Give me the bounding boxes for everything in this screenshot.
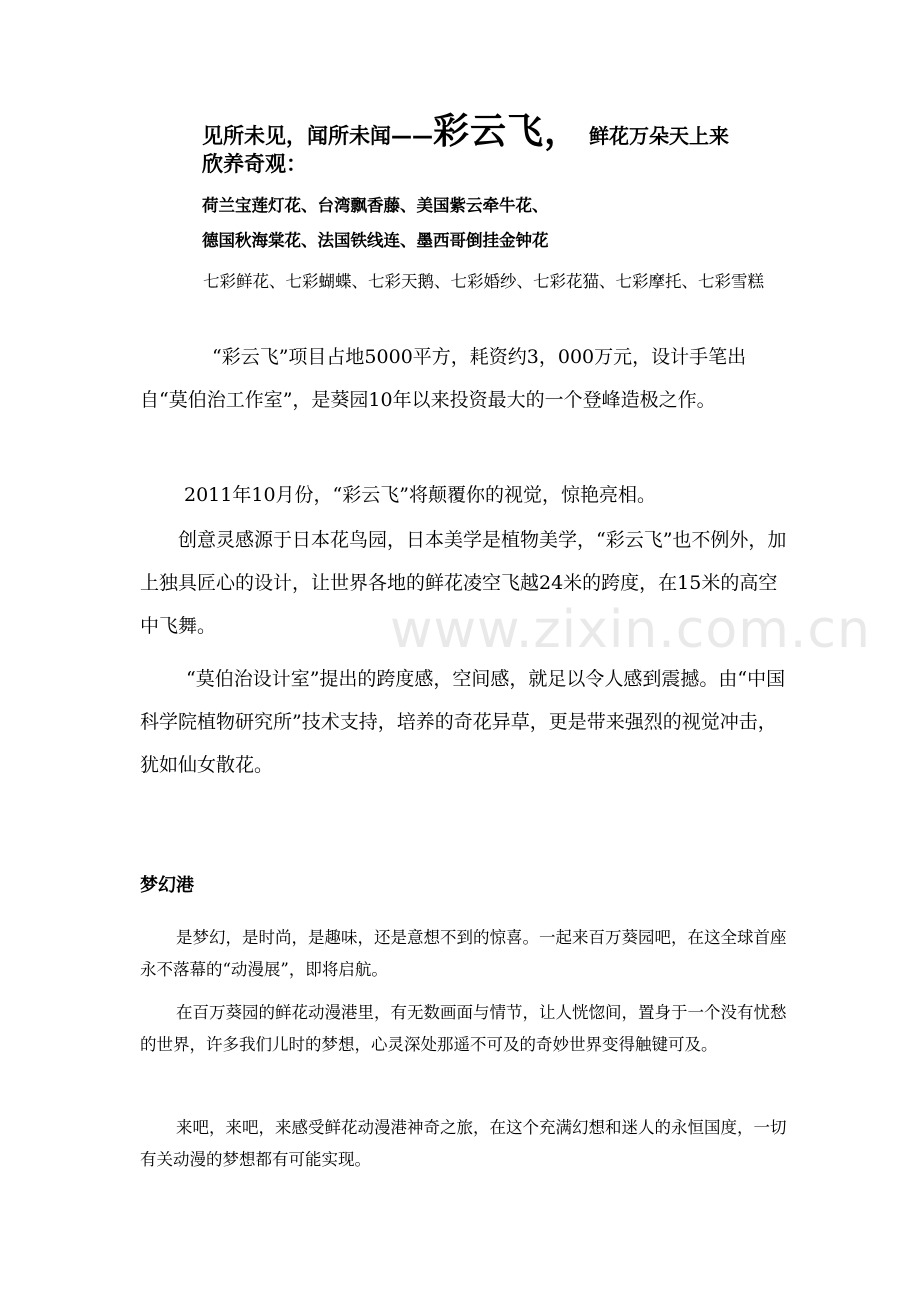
subhead: 欣养奇观：: [202, 152, 307, 176]
paragraph-1: “彩云飞”项目占地5000平方，耗资约3，000万元，设计手笔出自“莫伯治工作室”，是葵园10年以来投资最大的一个登峰造极之作。: [140, 346, 747, 411]
paragraph-3: 创意灵感源于日本花鸟园，日本美学是植物美学，“彩云飞”也不例外，加上独具匠心的设计，让世界各地的鲜花凌空飞越24米的跨度，在15米的高空中飞舞。: [140, 529, 787, 637]
headline-big: 彩云飞，: [433, 111, 582, 152]
flower-line-2: 德国秋海棠花、法国铁线连、墨西哥倒挂金钟花: [202, 231, 549, 250]
section-paragraph-3: 来吧，来吧，来感受鲜花动漫港神奇之旅，在这个充满幻想和迷人的永恒国度，一切有关动漫的梦想都有可能实现。: [140, 1118, 787, 1169]
section-paragraph-1: 是梦幻，是时尚，是趣味，还是意想不到的惊喜。一起来百万葵园吧，在这全球首座永不落幕的“动漫展”，即将启航。: [140, 928, 787, 979]
section-title: 梦幻港: [140, 875, 194, 896]
paragraph-4: “莫伯治设计室”提出的跨度感，空间感，就足以令人感到震撼。由“中国科学院植物研究所”技术支持，培养的奇花异草，更是带来强烈的视觉冲击，犹如仙女散花。: [140, 668, 786, 776]
headline-part1: 见所未见，闻所未闻——: [202, 124, 433, 148]
section-paragraph-2: 在百万葵园的鲜花动漫港里，有无数画面与情节，让人恍惚间，置身于一个没有忧愁的世界，许多我们儿时的梦想，心灵深处那遥不可及的奇妙世界变得触键可及。: [140, 1003, 787, 1054]
paragraph-2: 2011年10月份，“彩云飞”将颠覆你的视觉，惊艳亮相。: [184, 484, 656, 506]
flower-line-1: 荷兰宝莲灯花、台湾飘香藤、美国紫云牵牛花、: [202, 196, 549, 215]
qicai-line: 七彩鲜花、七彩蝴蝶、七彩天鹅、七彩婚纱、七彩花猫、七彩摩托、七彩雪糕: [203, 272, 764, 291]
watermark: www.zixin.com.cn: [390, 600, 871, 660]
headline-part2: 鲜花万朵天上来: [589, 124, 730, 148]
